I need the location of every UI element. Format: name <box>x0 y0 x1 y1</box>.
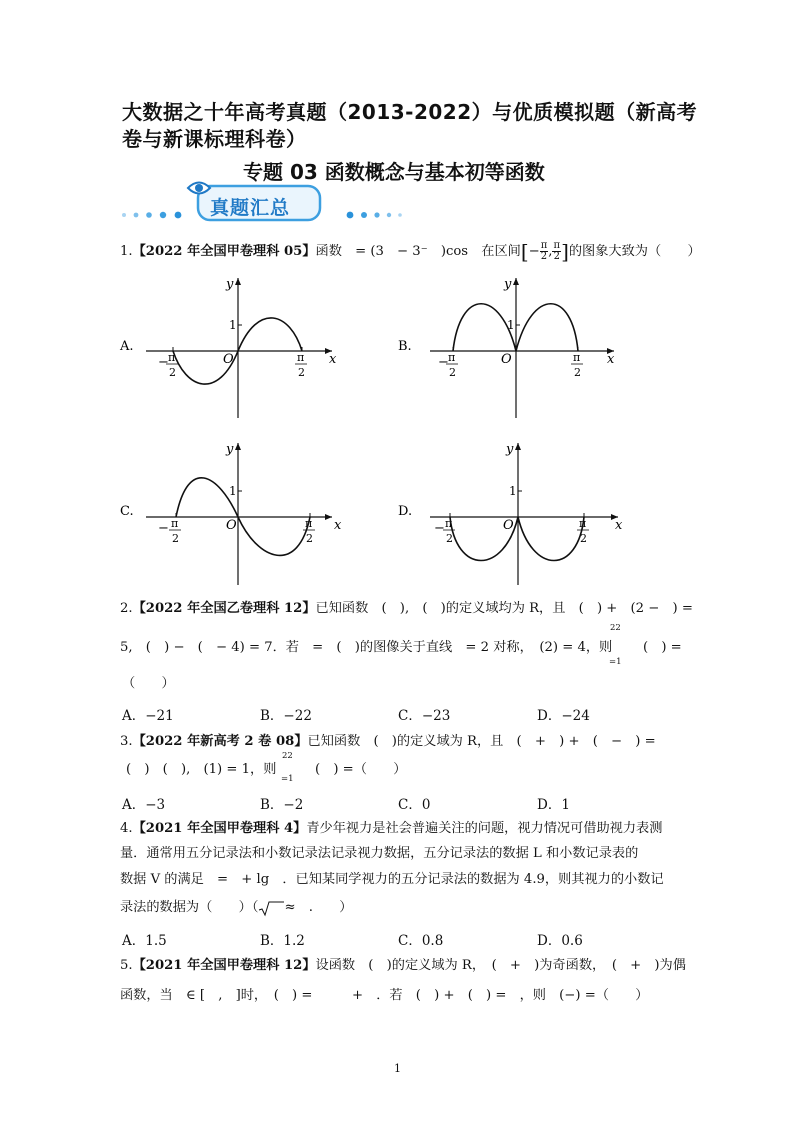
option-c: C．0 <box>398 797 431 813</box>
y-axis-label: y <box>504 277 512 292</box>
option-a: A．1.5 <box>122 933 167 949</box>
option-b: B．−2 <box>260 797 304 813</box>
question-stem-tail: 的图象大致为（ ） <box>568 244 701 259</box>
svg-text:−: − <box>434 521 445 536</box>
question-2-blank: （ ） <box>122 676 175 691</box>
neg-minus: − <box>158 355 169 370</box>
question-2-line-2-tail: ( ) = <box>643 640 682 655</box>
svg-text:2: 2 <box>306 532 313 545</box>
origin-label: O <box>503 518 514 533</box>
question-4-line-3: 数据 V 的满足 = + lg ．已知某同学视力的五分记录法的数据为 4.9，则其视力的小数记 <box>120 872 664 887</box>
y-axis-label: y <box>226 277 234 292</box>
option-c: C．0.8 <box>398 933 444 949</box>
question-2-line-2: 5, ( ) − ( − 4) = 7．若 = ( )的图像关于直线 = 2 对称， (2) = 4，则 <box>120 640 613 655</box>
x-axis-label: x <box>329 352 337 367</box>
svg-text:π: π <box>573 351 581 364</box>
question-source: 【2022 年新高考 2 卷 08】 <box>132 734 308 749</box>
x-axis-arrow <box>325 514 332 520</box>
svg-text:2: 2 <box>449 366 456 379</box>
page-subtitle: 专题 03 函数概念与基本初等函数 <box>243 160 545 184</box>
option-d: D．1 <box>537 797 570 813</box>
svg-text:π: π <box>445 517 453 530</box>
eye-icon <box>186 178 212 198</box>
graph-option-d <box>396 435 626 587</box>
interval-right-fraction: $\frac{\pi}{2}$ <box>553 240 561 262</box>
svg-text:π: π <box>171 517 179 530</box>
question-5-line-1: 5.【2021 年全国甲卷理科 12】设函数 ( )的定义域为 R， ( + )为奇函数， ( + )为偶 <box>120 958 686 973</box>
option-a: A．−3 <box>122 797 166 813</box>
question-4-line-1: 4.【2021 年全国甲卷理科 4】青少年视力是社会普遍关注的问题，视力情况可借助视力表测 <box>120 821 663 836</box>
curve <box>450 517 587 561</box>
svg-text:2: 2 <box>580 532 587 545</box>
question-3-line-2: ( ) ( ), (1) = 1，则 <box>126 762 277 777</box>
bracket-right: ] <box>561 239 569 264</box>
origin-label: O <box>226 518 237 533</box>
sqrt-symbol <box>258 901 284 915</box>
x-axis-label: x <box>334 518 342 533</box>
option-d: D．0.6 <box>537 933 583 949</box>
svg-text:1: 1 <box>229 484 237 498</box>
bracket-left: [ <box>520 239 529 264</box>
svg-text:2: 2 <box>172 532 179 545</box>
option-d: D．−24 <box>537 708 590 724</box>
sum-upper-limit: 22 <box>282 751 293 761</box>
pos-two: 2 <box>298 366 305 379</box>
question-4-line-2: 量．通常用五分记录法和小数记录法记录视力数据，五分记录法的数据 L 和小数记录表的 <box>120 846 639 861</box>
option-a: A．−21 <box>122 708 174 724</box>
sum-lower-limit: =1 <box>281 774 294 784</box>
neg-two: 2 <box>169 366 176 379</box>
sum-upper-limit: 22 <box>610 623 621 633</box>
graph-option-a <box>118 268 348 420</box>
option-b: B．1.2 <box>260 933 305 949</box>
interval-minus: − <box>528 244 540 259</box>
svg-text:2: 2 <box>446 532 453 545</box>
question-source: 【2022 年全国甲卷理科 05】 <box>132 244 316 259</box>
pos-pi: π <box>297 351 305 364</box>
option-label: C. <box>120 504 134 519</box>
y-axis-label: y <box>226 442 234 457</box>
option-label: B. <box>398 339 412 354</box>
y-axis-label: y <box>506 442 514 457</box>
y-axis-arrow <box>235 278 241 285</box>
svg-text:π: π <box>579 517 587 530</box>
svg-text:−: − <box>438 355 449 370</box>
question-2-line-1: 2.【2022 年全国乙卷理科 12】已知函数 ( ), ( )的定义域均为 R，且 ( ) + (2 − ) = <box>120 601 693 616</box>
page-title-line2: 卷与新课标理科卷） <box>122 127 307 151</box>
graph-option-c <box>118 435 348 587</box>
option-label: D. <box>398 504 413 519</box>
svg-text:−: − <box>158 521 169 536</box>
y-axis-arrow <box>515 443 521 450</box>
svg-text:2: 2 <box>574 366 581 379</box>
neg-pi: π <box>168 351 176 364</box>
svg-text:1: 1 <box>509 484 517 498</box>
question-1-line <box>120 241 701 262</box>
interval-left-fraction: $\frac{\pi}{2}$ <box>540 240 548 262</box>
graph-option-b <box>396 268 626 420</box>
x-axis-label: x <box>607 352 615 367</box>
page-number: 1 <box>394 1062 401 1075</box>
question-5-line-2: 函数，当 ∈ [ , ]时， ( ) = + ．若 ( ) + ( ) = ，则 (−) =（ ） <box>120 988 649 1003</box>
svg-text:π: π <box>305 517 313 530</box>
y-axis-arrow <box>235 443 241 450</box>
option-b: B．−22 <box>260 708 312 724</box>
y-tick-label: 1 <box>229 318 237 332</box>
section-banner <box>118 180 408 224</box>
svg-text:π: π <box>448 351 456 364</box>
question-number: 1. <box>120 244 133 259</box>
question-3-line-2-tail: ( ) =（ ） <box>315 762 407 777</box>
question-stem: 函数 = (3 − 3⁻ )cos 在区间 <box>315 244 521 259</box>
y-axis-arrow <box>513 278 519 285</box>
question-3-line-1: 3.【2022 年新高考 2 卷 08】已知函数 ( )的定义域为 R，且 ( + ) + ( − ) = <box>120 734 656 749</box>
question-source: 【2021 年全国甲卷理科 12】 <box>132 958 316 973</box>
option-c: C．−23 <box>398 708 451 724</box>
page-title-line1: 大数据之十年高考真题（2013-2022）与优质模拟题（新高考 <box>122 100 698 124</box>
y-tick-label: 1 <box>507 318 515 332</box>
x-axis-label: x <box>615 518 623 533</box>
question-source: 【2021 年全国甲卷理科 4】 <box>132 821 307 836</box>
interval-comma: , <box>548 244 553 259</box>
banner-label: 真题汇总 <box>210 197 291 219</box>
question-4-line-4: 录法的数据为（ ）（ ≈ . ） <box>120 900 353 915</box>
sum-lower-limit: =1 <box>609 657 622 667</box>
origin-label: O <box>223 352 234 367</box>
option-label: A. <box>120 339 134 354</box>
origin-label: O <box>501 352 512 367</box>
question-source: 【2022 年全国乙卷理科 12】 <box>132 601 316 616</box>
